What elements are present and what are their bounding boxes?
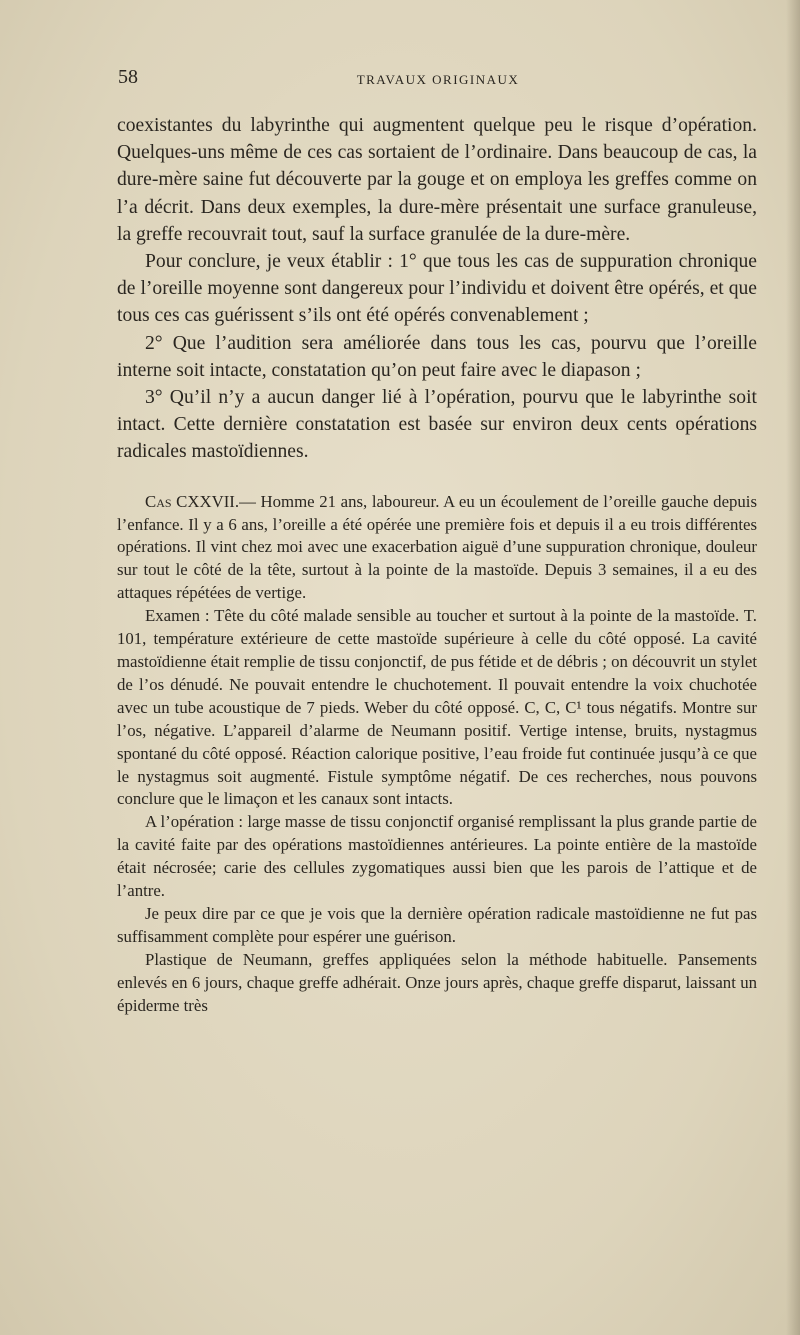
case-label: Cas CXXVII. <box>145 491 240 511</box>
page-edge-shadow <box>786 0 800 1335</box>
main-text <box>117 112 757 466</box>
case-intro-paragraph <box>117 491 757 606</box>
case-report <box>117 491 757 1018</box>
running-head: TRAVAUX ORIGINAUX <box>356 72 520 87</box>
paragraph-point-2: 2° Que l’audition sera améliorée dans tous les cas, pourvu que l’oreille interne soit intacte, constatation qu’on peut faire avec le diapason ; <box>117 332 757 381</box>
paragraph-continuation: coexistantes du labyrinthe qui augmentent quelque peu le risque d’opération. Quelques-uns même de ces cas sortaient de l’ordinaire. Dans beaucoup de cas, la dure-mère saine fut découverte par la gouge et on employa les greffes comme on l’a décrit. Dans deux exemples, la dure-mère présentait une surface granuleuse, la greffe recouvrait tout, sauf la surface granulée de la dure-mère. <box>117 115 757 245</box>
case-opinion-paragraph: Je peux dire par ce que je vois que la dernière opération radicale mastoïdienne ne fut pas suffisamment complète pour espérer une guérison. <box>117 903 757 946</box>
paragraph-point-3: 3° Qu’il n’y a aucun danger lié à l’opération, pourvu que le labyrinthe soit intact. Cette dernière constatation est basée sur environ deux cents opérations radicales mastoïdiennes. <box>117 387 757 463</box>
case-intro-text: — Homme 21 ans, laboureur. A eu un écoulement de l’oreille gauche depuis l’enfance. Il y a 6 ans, l’oreille a été opérée une première fois et depuis il a eu trois différentes opérations. Il vint chez moi avec une exacerbation aiguë d’une suppuration chronique, douleur sur tout le côté de la tête, surtout à la pointe de la mastoïde. Depuis 3 semaines, il a eu des attaques répétées de vertige. <box>117 491 757 603</box>
paragraph-conclusion: Pour conclure, je veux établir : 1° que tous les cas de suppuration chronique de l’oreille moyenne sont dangereux pour l’individu et doivent être opérés, et que tous ces cas guérissent s’ils ont été opérés convenablement ; <box>117 251 757 327</box>
page-header <box>118 66 758 96</box>
case-examination-paragraph: Examen : Tête du côté malade sensible au toucher et surtout à la pointe de la mastoïde. T. 101, température extérieure de cette mastoïde supérieure à celle du côté opposé. La cavité mastoïdienne était remplie de tissu conjonctif, de pus fétide et de débris ; on découvrit un stylet de l’os dénudé. Ne pouvait entendre le chuchotement. Il pouvait entendre la voix chuchotée avec un tube acoustique de 7 pieds. Weber du côté opposé. C, C, C¹ tous négatifs. Montre sur l’os, négative. L’appareil d’alarme de Neumann positif. Vertige intense, bruits, nystagmus spontané du côté opposé. Réaction calorique positive, l’eau froide fut continuée jusqu’à ce que le nystagmus soit augmenté. Fistule symptôme négatif. De ces recherches, nous pouvons conclure que le limaçon et les canaux sont intacts. <box>117 606 757 809</box>
page-body <box>117 112 757 1017</box>
case-operation-paragraph: A l’opération : large masse de tissu conjonctif organisé remplissant la plus grande partie de la cavité faite par des opérations mastoïdiennes antérieures. La pointe entière de la mastoïde était nécrosée; carie des cellules zygomatiques aussi bien que les parois de l’attique et de l’antre. <box>117 812 757 901</box>
case-treatment-paragraph: Plastique de Neumann, greffes appliquées selon la méthode habituelle. Pansements enlevés en 6 jours, chaque greffe adhérait. Onze jours après, chaque greffe disparut, laissant un épiderme très <box>117 949 757 1015</box>
page-number: 58 <box>118 66 138 88</box>
